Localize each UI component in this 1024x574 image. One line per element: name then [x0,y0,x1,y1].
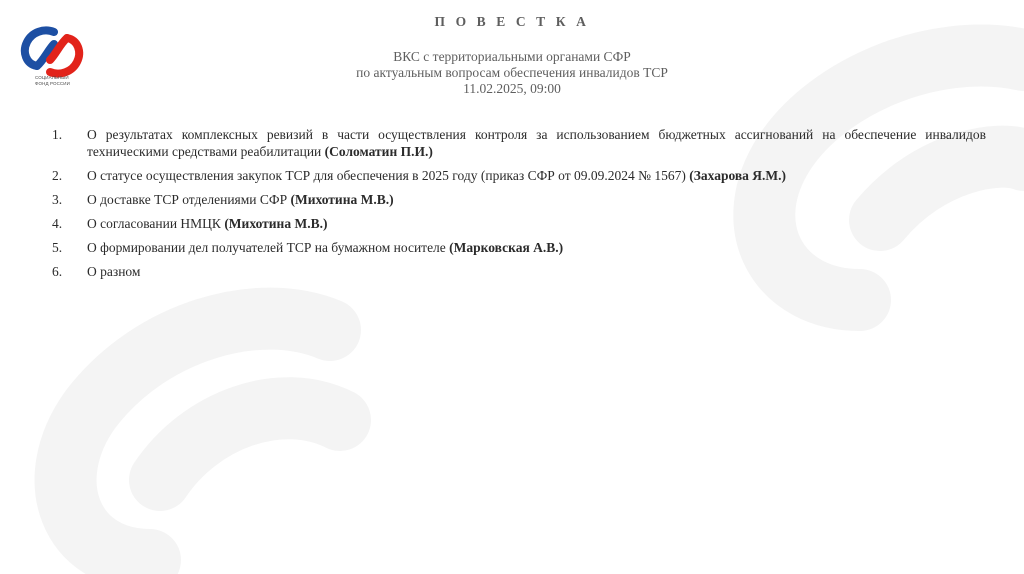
agenda-item-number: 1. [52,127,63,142]
agenda-item-speaker: (Марковская А.В.) [449,240,564,255]
agenda-item-text: О согласовании НМЦК [87,216,225,231]
agenda-item-text: О разном [87,264,141,279]
agenda-item-text: О статусе осуществления закупок ТСР для обеспечения в 2025 году (приказ СФР от 09.09.2024 № 1567) [87,168,690,183]
agenda-item [52,167,986,184]
agenda-item-text-wrap [87,191,986,208]
agenda-item-speaker: (Михотина М.В.) [224,216,328,231]
agenda-item-text-wrap [87,126,986,160]
logo-caption-line2: ФОНД РОССИИ [35,80,70,86]
meeting-subtitle: ВКС с территориальными органами СФР [393,49,631,64]
agenda-item-text: О результатах комплексных ревизий в части осуществления контроля за использованием бюджетных ассигнований на обеспечение инвалидов техническими средствами реабилитации [87,127,986,159]
agenda-item-number: 5. [52,240,63,255]
agenda-item-number: 6. [52,264,63,279]
agenda-item-number: 3. [52,192,63,207]
agenda-header [260,14,764,97]
agenda-item-number: 2. [52,168,63,183]
agenda-item [52,263,986,280]
page-title: П О В Е С Т К А [434,14,590,29]
agenda-item-speaker: (Михотина М.В.) [290,192,394,207]
agenda-list [52,126,986,287]
agenda-item [52,191,986,208]
logo-caption-line1: СОЦИАЛЬНЫЙ [35,75,69,80]
agenda-item-text-wrap [87,215,986,232]
agenda-item [52,215,986,232]
agenda-item-speaker: (Соломатин П.И.) [324,144,433,159]
agenda-item-text: О доставке ТСР отделениями СФР [87,192,291,207]
agenda-item-text-wrap [87,167,986,184]
meeting-topic: по актуальным вопросам обеспечения инвалидов ТСР [356,65,668,80]
agenda-item-speaker: (Захарова Я.М.) [689,168,787,183]
agenda-item-text: О формировании дел получателей ТСР на бумажном носителе [87,240,450,255]
agenda-item-text-wrap [87,263,986,280]
logo-caption [35,75,83,86]
agenda-item-number: 4. [52,216,63,231]
agenda-item-text-wrap [87,239,986,256]
agenda-item [52,239,986,256]
agenda-item [52,126,986,160]
meeting-date: 11.02.2025, 09:00 [463,81,561,96]
